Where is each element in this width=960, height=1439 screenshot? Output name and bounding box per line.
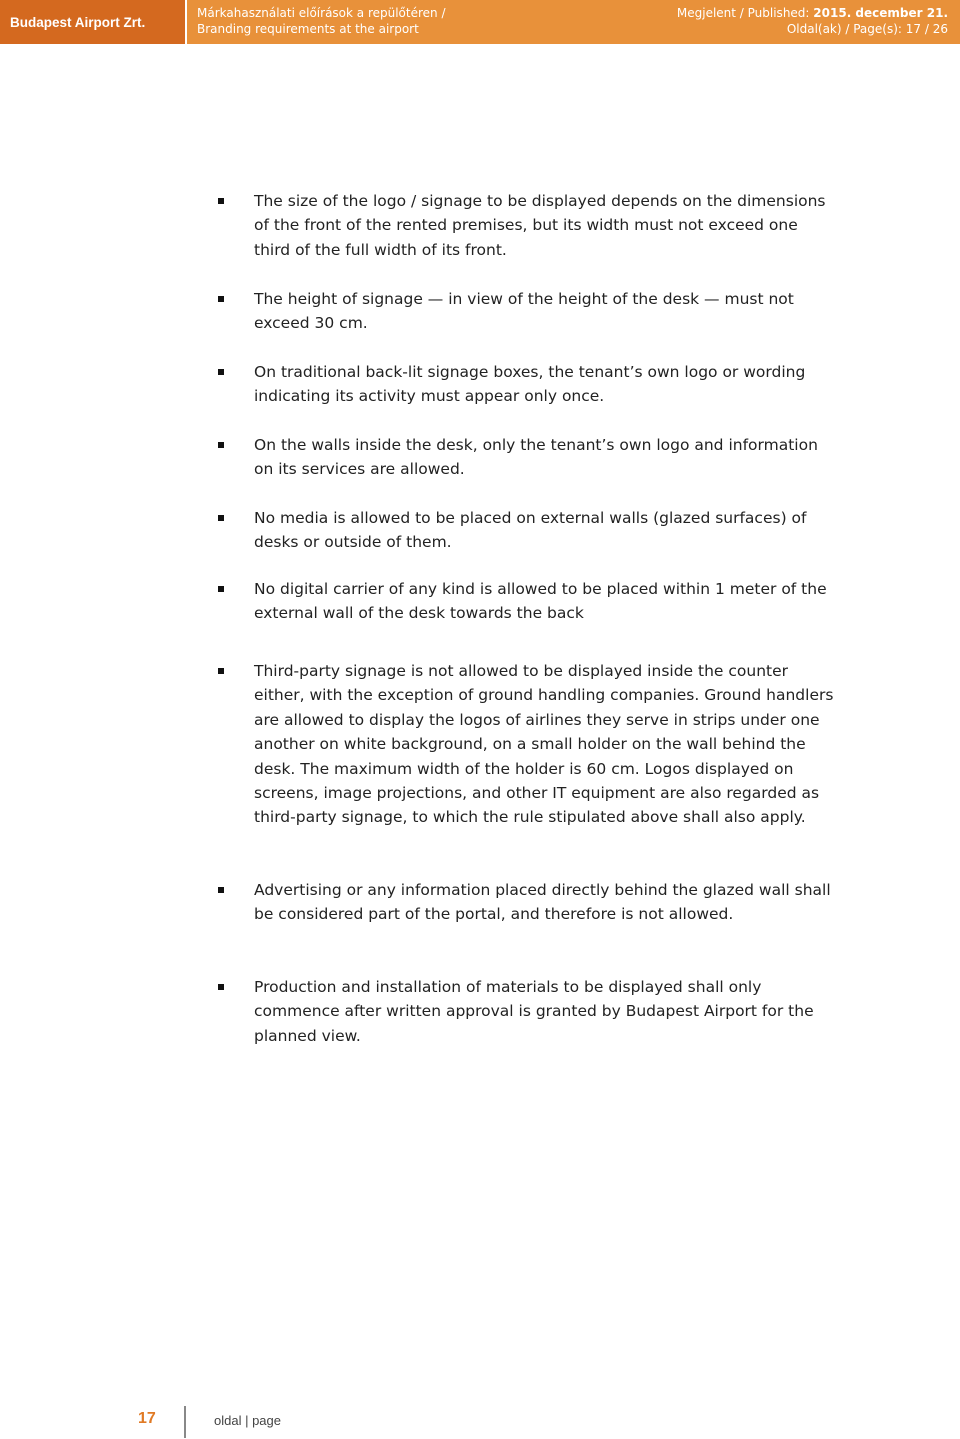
- square-bullet-icon: [218, 198, 224, 204]
- footer-page-label: oldal | page: [214, 1413, 281, 1428]
- document-title-hu: Márkahasználati előírások a repülőtéren /: [197, 6, 446, 20]
- pages-line: [605, 21, 948, 37]
- published-line: [605, 5, 948, 21]
- list-item-text: The height of signage — in view of the height of the desk — must not exceed 30 cm.: [254, 290, 794, 333]
- list-item-text: No media is allowed to be placed on external walls (glazed surfaces) of desks or outside of them.: [254, 509, 807, 552]
- square-bullet-icon: [218, 887, 224, 893]
- list-item: [218, 287, 838, 336]
- square-bullet-icon: [218, 442, 224, 448]
- list-item: [218, 659, 838, 830]
- published-label: Megjelent / Published:: [676, 6, 810, 20]
- footer-divider: [184, 1406, 186, 1438]
- document-meta: [605, 0, 960, 44]
- list-item: [218, 577, 838, 626]
- document-title: [185, 0, 605, 44]
- square-bullet-icon: [218, 984, 224, 990]
- list-item-text: No digital carrier of any kind is allowed to be placed within 1 meter of the external wall of the desk towards the back: [254, 580, 827, 623]
- list-item: [218, 975, 838, 1048]
- page-header: [0, 0, 960, 44]
- pages-value: 17 / 26: [905, 22, 948, 36]
- square-bullet-icon: [218, 515, 224, 521]
- list-item: [218, 506, 838, 555]
- pages-label: Oldal(ak) / Page(s):: [786, 22, 902, 36]
- list-item-text: On traditional back-lit signage boxes, the tenant’s own logo or wording indicating its activity must appear only once.: [254, 363, 806, 406]
- list-item-text: Production and installation of materials to be displayed shall only commence after written approval is granted by Budapest Airport for the planned view.: [254, 978, 814, 1045]
- list-item-text: The size of the logo / signage to be displayed depends on the dimensions of the front of the rented premises, but its width must not exceed one third of the full width of its front.: [254, 192, 826, 259]
- document-title-en: Branding requirements at the airport: [197, 22, 419, 36]
- square-bullet-icon: [218, 668, 224, 674]
- square-bullet-icon: [218, 586, 224, 592]
- list-item-text: Third-party signage is not allowed to be displayed inside the counter either, with the exception of ground handling companies. Ground handlers are allowed to display the logos of airlines they serve in strips under one another on white background, on a small holder on the wall behind the desk. The maximum width of the holder is 60 cm. Logos displayed on screens, image projections, and other IT equipment are also regarded as third-party signage, to which the rule stipulated above shall also apply.: [254, 662, 834, 827]
- company-name: Budapest Airport Zrt.: [0, 0, 185, 44]
- list-item: [218, 433, 838, 482]
- square-bullet-icon: [218, 296, 224, 302]
- list-item: [218, 189, 838, 262]
- footer-page-number: 17: [138, 1410, 156, 1427]
- list-item-text: Advertising or any information placed directly behind the glazed wall shall be considered part of the portal, and therefore is not allowed.: [254, 881, 831, 924]
- square-bullet-icon: [218, 369, 224, 375]
- published-date: 2015. december 21.: [813, 6, 948, 20]
- list-item: [218, 360, 838, 409]
- list-item: [218, 878, 838, 927]
- list-item-text: On the walls inside the desk, only the tenant’s own logo and information on its services are allowed.: [254, 436, 818, 479]
